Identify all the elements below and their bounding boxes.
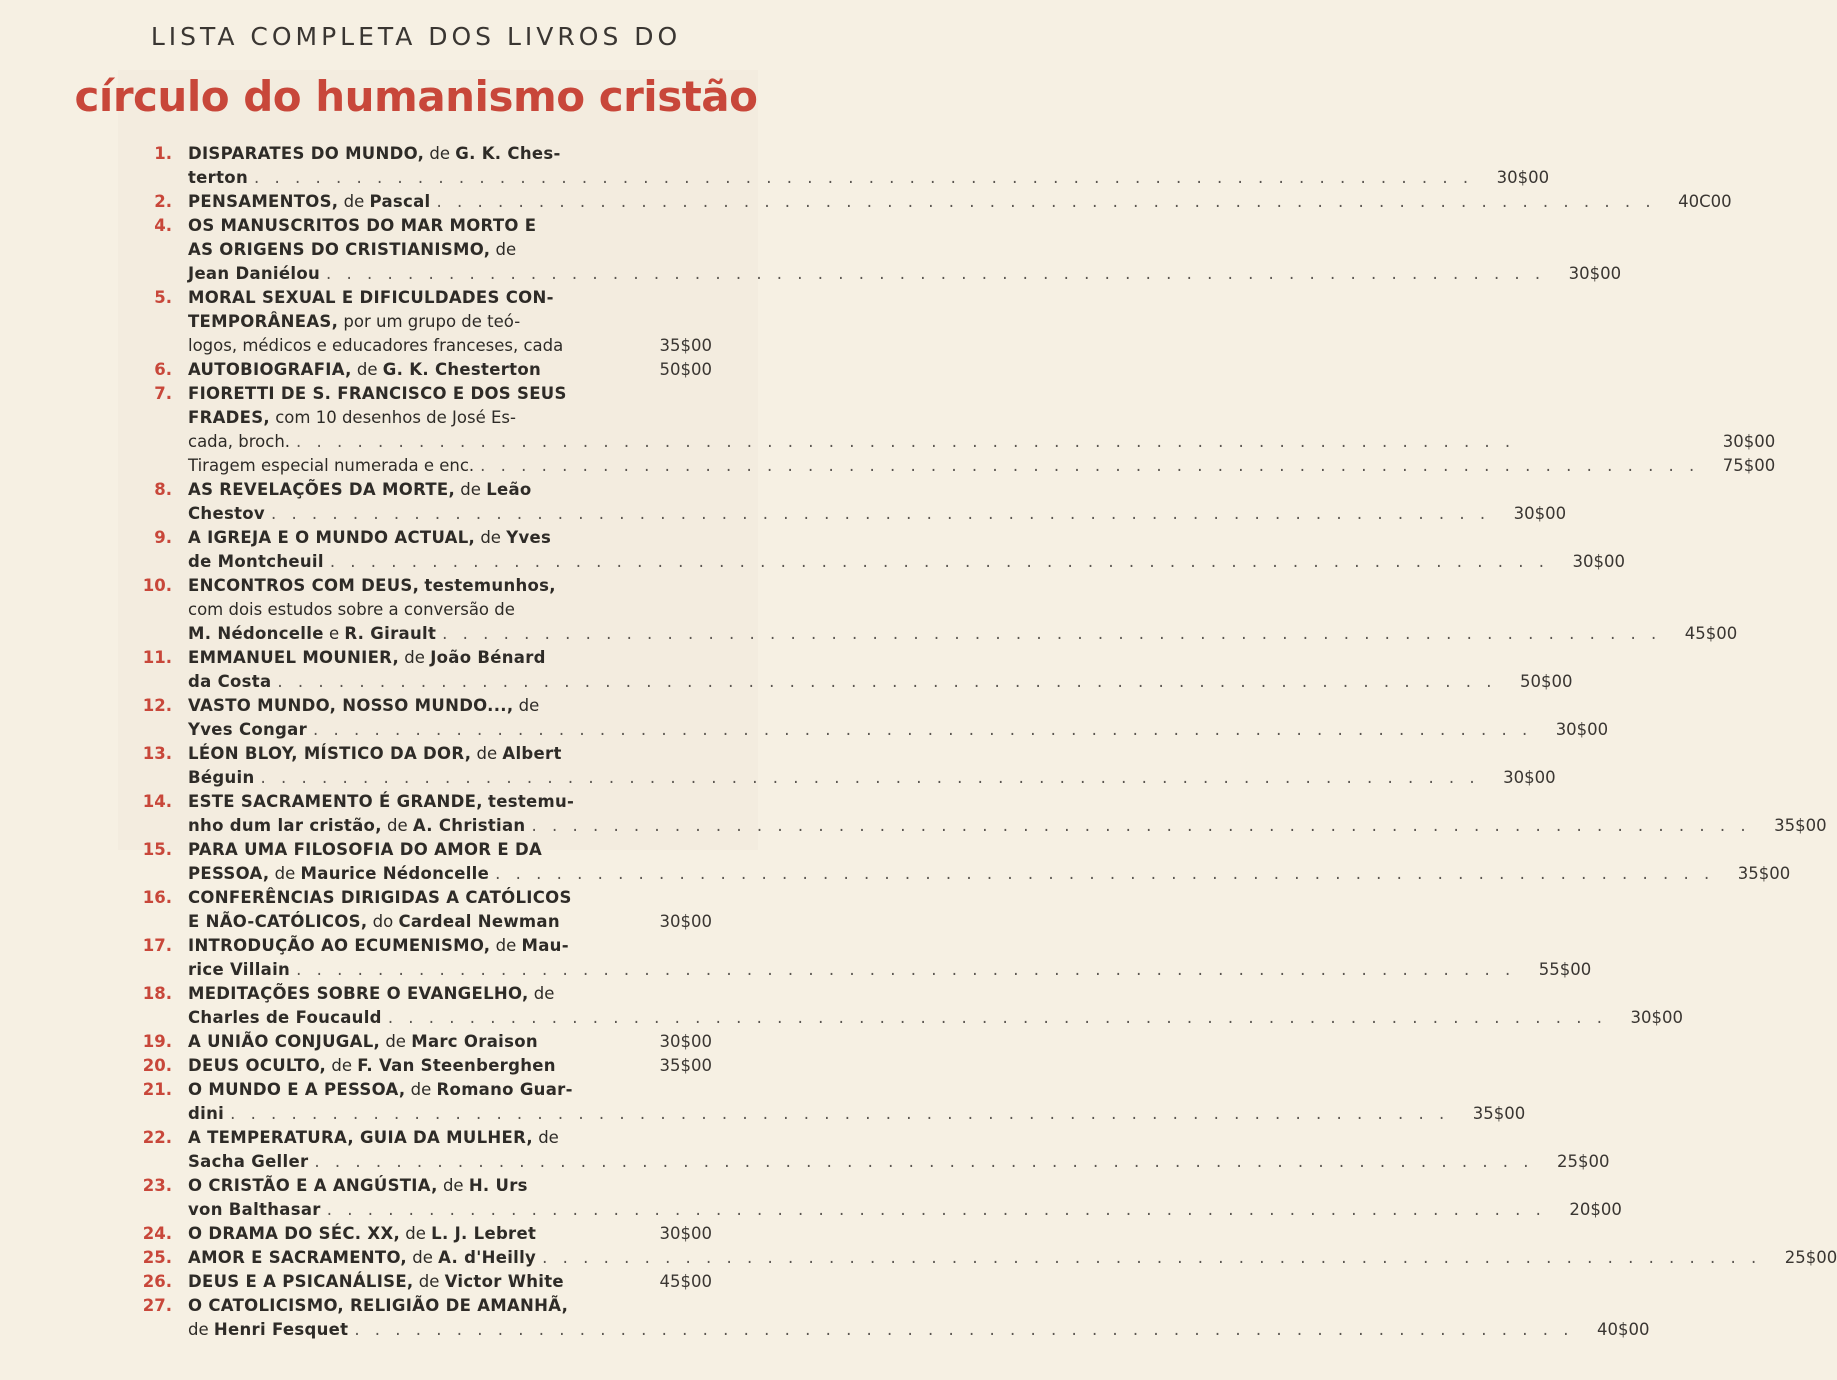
entry-line [188,910,712,934]
bold-text: L. J. Lebret [431,1224,537,1243]
entry-number: 19. [142,1032,172,1051]
entry-number: 8. [154,480,172,499]
bold-text: nho dum lar cristão, [188,816,382,835]
entry-line [188,406,1775,430]
entry-number: 10. [142,576,172,595]
entry-text [188,1174,1622,1222]
price: 35$00 [1737,864,1791,883]
bold-text: Pascal [369,192,431,211]
entry-line [188,430,1775,454]
dot-leader: . . . . . . . . . . . . . . . . . . . . . . . . . . . . . . . . . . . . . . . . . . . . . . . . . . . . . . . . . . . . [254,168,1474,187]
price: 30$00 [1503,768,1556,787]
bold-text: von Balthasar [188,1200,321,1219]
price: 50$00 [1520,672,1573,691]
bold-text: Sacha Geller [188,1152,309,1171]
regular-text: com 10 desenhos de José Es- [269,408,516,427]
bold-text: Yves Congar [188,720,308,739]
bold-text: Chestov [188,504,265,523]
entry-line [188,1174,1622,1198]
entry-line [188,1270,712,1294]
entry-text [188,1126,1610,1174]
bold-text: rice Villain [188,960,291,979]
book-entry [132,142,1550,190]
bold-text: LÉON BLOY, MÍSTICO DA DOR, [188,744,472,763]
regular-text: cada, broch. [188,432,291,451]
bold-text: Béguin [188,768,255,787]
regular-text: de [471,744,503,763]
price: 30$00 [659,1032,712,1051]
regular-text: de [399,648,431,667]
book-entry [132,358,712,382]
dot-leader: . . . . . . . . . . . . . . . . . . . . . . . . . . . . . . . . . . . . . . . . . . . . . . . . . . . . . . . . . . . . [260,768,1480,787]
bold-text: ENCONTROS COM DEUS, [188,576,420,595]
bold-text: da Costa [188,672,272,691]
bold-text: Leão [486,480,532,499]
bold-text: OS MANUSCRITOS DO MAR MORTO E [188,216,537,235]
book-entry [132,382,1776,478]
entry-number: 9. [154,528,172,547]
entry-line [188,1318,1649,1342]
entry-number: 11. [142,648,172,667]
entry-line [188,742,1556,766]
entry-line [188,790,1827,814]
price: 55$00 [1538,960,1592,979]
book-entry [132,1294,1650,1342]
bold-text: dini [188,1104,225,1123]
regular-text: de [455,480,487,499]
bold-text: A IGREJA E O MUNDO ACTUAL, [188,528,476,547]
bold-text: MEDITAÇÕES SOBRE O EVANGELHO, [188,984,529,1003]
price: 25$00 [1557,1152,1610,1171]
bold-text: TEMPORÂNEAS, [188,312,339,331]
price: 25$00 [1784,1248,1837,1267]
entry-text [188,790,1827,838]
entry-number: 24. [142,1224,172,1243]
book-entry [132,1078,1526,1126]
bold-text: João Bénard [430,648,546,667]
bold-text: ESTE SACRAMENTO É GRANDE, [188,792,483,811]
bold-text: Jean Daniélou [188,264,321,283]
entry-number: 20. [142,1056,172,1075]
bold-text: Cardeal Newman [398,912,560,931]
bold-text: A. d'Heilly [438,1248,537,1267]
bold-text: AMOR E SACRAMENTO, [188,1248,408,1267]
entry-line [188,934,1591,958]
regular-text: de [532,1128,559,1147]
regular-text: de [490,936,522,955]
regular-text: de [437,1176,469,1195]
entry-text [188,382,1775,478]
entry-number: 22. [142,1128,172,1147]
book-entry [132,934,1592,982]
regular-text: logos, médicos e educadores franceses, cada [188,336,564,355]
entry-line [188,718,1608,742]
dot-leader: . . . . . . . . . . . . . . . . . . . . . . . . . . . . . . . . . . . . . . . . . . . . . . . . . . . . . . . . . . . . [442,624,1662,643]
bold-text: testemunhos, [424,576,556,595]
regular-text: de [490,240,517,259]
entry-text [188,526,1625,574]
regular-text: do [367,912,399,931]
entry-line [188,958,1591,982]
entry-line [188,454,1775,478]
book-entry [132,1030,712,1054]
entry-line [188,1294,1649,1318]
bold-text: A UNIÃO CONJUGAL, [188,1032,381,1051]
entry-line [188,190,1732,214]
bold-text: O MUNDO E A PESSOA, [188,1080,406,1099]
dot-leader: . . . . . . . . . . . . . . . . . . . . . . . . . . . . . . . . . . . . . . . . . . . . . . . . . . . . . . . . . . . . [436,192,1656,211]
entry-text [188,694,1608,742]
bold-text: A TEMPERATURA, GUIA DA MULHER, [188,1128,533,1147]
price: 50$00 [659,360,712,379]
entry-number: 12. [142,696,172,715]
regular-text: de [400,1224,432,1243]
entry-line [188,382,1775,406]
entry-number: 15. [142,840,172,859]
entry-number: 18. [142,984,172,1003]
entry-number: 1. [154,144,172,163]
dot-leader: . . . . . . . . . . . . . . . . . . . . . . . . . . . . . . . . . . . . . . . . . . . . . . . . . . . . . . . . . . . . [230,1104,1450,1123]
regular-text: de [528,984,555,1003]
regular-text: com dois estudos sobre a conversão de [188,600,515,619]
bold-text: AS REVELAÇÕES DA MORTE, [188,480,456,499]
entry-line [188,838,1790,862]
entry-line [188,886,712,910]
regular-text: de [380,1032,412,1051]
bold-text: G. K. Ches- [455,144,561,163]
dot-leader: . . . . . . . . . . . . . . . . . . . . . . . . . . . . . . . . . . . . . . . . . . . . . . . . . . . . . . . . . . . . [387,1008,1607,1027]
entry-line [188,814,1827,838]
entry-text [188,982,1683,1030]
regular-text: de [407,1248,439,1267]
entry-line [188,286,712,310]
regular-text: de [513,696,540,715]
entry-line [188,358,712,382]
entry-text [188,190,1732,214]
entry-line [188,1198,1622,1222]
entry-number: 27. [142,1296,172,1315]
price: 40$00 [1596,1320,1650,1339]
price: 30$00 [659,912,712,931]
bold-text: Marc Oraison [411,1032,538,1051]
entry-number: 23. [142,1176,172,1195]
entry-text [188,142,1549,190]
entry-text [188,286,712,358]
bold-text: FRADES, [188,408,270,427]
entry-text [188,358,712,382]
entry-line [188,574,1737,598]
price: 30$00 [1630,1008,1683,1027]
dot-leader: . . . . . . . . . . . . . . . . . . . . . . . . . . . . . . . . . . . . . . . . . . . . . . . . . . . . . . . . . . . . [326,264,1546,283]
entry-line [188,646,1573,670]
entry-number: 5. [154,288,172,307]
bold-text: R. Girault [344,624,437,643]
entry-text [188,1294,1649,1342]
entry-line [188,622,1737,646]
entry-line [188,1102,1525,1126]
book-entry [132,190,1732,214]
book-entry [132,742,1556,790]
book-entry [132,1222,712,1246]
book-entry [132,478,1567,526]
entry-line [188,694,1608,718]
regular-text: de [269,864,301,883]
bold-text: A. Christian [412,816,526,835]
bold-text: PARA UMA FILOSOFIA DO AMOR E DA [188,840,543,859]
regular-text: e [323,624,345,643]
entry-line [188,1030,712,1054]
dot-leader: . . . . . . . . . . . . . . . . . . . . . . . . . . . . . . . . . . . . . . . . . . . . . . . . . . . . . . . . . . . . [270,504,1491,523]
bold-text: Henri Fesquet [213,1320,349,1339]
entry-text [188,742,1556,790]
bold-text: CONFERÊNCIAS DIRIGIDAS A CATÓLICOS [188,888,572,907]
bold-text: MORAL SEXUAL E DIFICULDADES CON- [188,288,554,307]
bold-text: M. Nédoncelle [188,624,324,643]
book-entry [132,886,712,934]
entry-line [188,526,1625,550]
entry-number: 7. [154,384,172,403]
book-entry [132,574,1738,646]
dot-leader: . . . . . . . . . . . . . . . . . . . . . . . . . . . . . . . . . . . . . . . . . . . . . . . . . . . . . . . . . . . . [329,552,1549,571]
dot-leader: . . . . . . . . . . . . . . . . . . . . . . . . . . . . . . . . . . . . . . . . . . . . . . . . . . . . . . . . . . . . [313,720,1533,739]
dot-leader: . . . . . . . . . . . . . . . . . . . . . . . . . . . . . . . . . . . . . . . . . . . . . . . . . . . . . . . . . . . . [277,672,1497,691]
dot-leader: . . . . . . . . . . . . . . . . . . . . . . . . . . . . . . . . . . . . . . . . . . . . . . . . . . . . . . . . . . . . [296,960,1516,979]
entry-text [188,478,1566,526]
entry-line [188,1126,1610,1150]
dot-leader: . . . . . . . . . . . . . . . . . . . . . . . . . . . . . . . . . . . . . . . . . . . . . . . . . . . . . . . . . . . . [354,1320,1574,1339]
entry-text [188,1222,712,1246]
entry-number: 26. [142,1272,172,1291]
dot-leader: . . . . . . . . . . . . . . . . . . . . . . . . . . . . . . . . . . . . . . . . . . . . . . . . . . . . . . . . . . . . [480,456,1700,475]
entry-text [188,838,1790,886]
entry-line [188,1222,712,1246]
entry-number: 4. [154,216,172,235]
bold-text: VASTO MUNDO, NOSSO MUNDO..., [188,696,514,715]
bold-text: Charles de Foucauld [188,1008,382,1027]
entry-number: 17. [142,936,172,955]
price: 30$00 [659,1224,712,1243]
regular-text: por um grupo de teó- [338,312,521,331]
entry-line [188,310,712,334]
price: 30$00 [1572,552,1625,571]
bold-text: Albert [502,744,562,763]
entry-line [188,238,1621,262]
entry-text [188,1270,712,1294]
bold-text: Victor White [444,1272,564,1291]
entry-text [188,574,1737,646]
bold-text: G. K. Chesterton [382,360,542,379]
regular-text: de [338,192,370,211]
regular-text: de [188,1320,214,1339]
entry-line [188,1150,1610,1174]
bold-text: Mau- [521,936,569,955]
price: 75$00 [1722,456,1776,475]
price: 30$00 [1722,432,1776,451]
price: 40C00 [1678,192,1732,211]
entry-number: 6. [154,360,172,379]
dot-leader: . . . . . . . . . . . . . . . . . . . . . . . . . . . . . . . . . . . . . . . . . . . . . . . . . . . . . . . . . . . . [495,864,1715,883]
entry-number: 14. [142,792,172,811]
entry-text [188,886,712,934]
entry-line [188,142,1549,166]
book-entry [132,286,712,358]
bold-text: F. Van Steenberghen [357,1056,556,1075]
bold-text: PESSOA, [188,864,270,883]
entry-line [188,1054,712,1078]
entry-line [188,670,1573,694]
book-entry [132,1246,1837,1270]
price: 35$00 [1774,816,1827,835]
regular-text: de [413,1272,445,1291]
book-entry [132,1054,712,1078]
bold-text: H. Urs [468,1176,528,1195]
dot-leader: . . . . . . . . . . . . . . . . . . . . . . . . . . . . . . . . . . . . . . . . . . . . . . . . . . . . . . . . . . . . [531,816,1751,835]
book-entry [132,838,1791,886]
bold-text: E NÃO-CATÓLICOS, [188,912,368,931]
entry-line [188,1246,1837,1270]
entry-line [188,214,1621,238]
book-entry [132,790,1827,838]
entry-line [188,598,1737,622]
price: 20$00 [1569,1200,1622,1219]
bold-text: testemu- [488,792,575,811]
price: 30$00 [1513,504,1567,523]
bold-text: O DRAMA DO SÉC. XX, [188,1224,401,1243]
regular-text: Tiragem especial numerada e enc. [188,456,475,475]
entry-text [188,646,1573,694]
entry-number: 25. [142,1248,172,1267]
entry-line [188,862,1790,886]
price: 30$00 [1496,168,1550,187]
dot-leader: . . . . . . . . . . . . . . . . . . . . . . . . . . . . . . . . . . . . . . . . . . . . . . . . . . . . . . . . . . . . [296,432,1516,451]
book-entry [132,214,1622,286]
bold-text: terton [188,168,248,187]
book-entry [132,982,1683,1030]
entry-line [188,262,1621,286]
regular-text: de [351,360,383,379]
entry-number: 13. [142,744,172,763]
entry-number: 2. [154,192,172,211]
price: 45$00 [659,1272,712,1291]
regular-text: de [475,528,507,547]
bold-text: Yves [506,528,552,547]
entry-line [188,334,712,358]
series-title: círculo do humanismo cristão [74,72,758,121]
entry-line [188,502,1566,526]
entry-line [188,550,1625,574]
entry-number: 21. [142,1080,172,1099]
book-entry [132,646,1573,694]
list-heading: LISTA COMPLETA DOS LIVROS DO [150,22,682,51]
book-entry [132,1270,712,1294]
bold-text: PENSAMENTOS, [188,192,339,211]
price: 45$00 [1684,624,1738,643]
regular-text: de [424,144,456,163]
dot-leader: . . . . . . . . . . . . . . . . . . . . . . . . . . . . . . . . . . . . . . . . . . . . . . . . . . . . . . . . . . . . [326,1200,1546,1219]
bold-text: DEUS E A PSICANÁLISE, [188,1272,414,1291]
entry-line [188,1006,1683,1030]
bold-text: O CATOLICISMO, RELIGIÃO DE AMANHÃ, [188,1296,569,1315]
bold-text: O CRISTÃO E A ANGÚSTIA, [188,1176,438,1195]
price: 30$00 [1555,720,1609,739]
bold-text: AUTOBIOGRAFIA, [188,360,352,379]
book-entry [132,694,1609,742]
dot-leader: . . . . . . . . . . . . . . . . . . . . . . . . . . . . . . . . . . . . . . . . . . . . . . . . . . . . . . . . . . . . [542,1248,1762,1267]
entry-text [188,934,1591,982]
price: 35$00 [1472,1104,1526,1123]
book-entry [132,1126,1610,1174]
book-list [132,142,1837,1342]
entry-text [188,1030,712,1054]
regular-text: de [405,1080,437,1099]
bold-text: Romano Guar- [436,1080,573,1099]
entry-text [188,1054,712,1078]
entry-line [188,478,1566,502]
entry-line [188,166,1549,190]
regular-text: de [326,1056,358,1075]
entry-number: 16. [142,888,172,907]
bold-text: FIORETTI DE S. FRANCISCO E DOS SEUS [188,384,567,403]
dot-leader: . . . . . . . . . . . . . . . . . . . . . . . . . . . . . . . . . . . . . . . . . . . . . . . . . . . . . . . . . . . . [314,1152,1534,1171]
price: 35$00 [659,1056,712,1075]
regular-text: de [381,816,413,835]
bold-text: DISPARATES DO MUNDO, [188,144,425,163]
entry-text [188,214,1621,286]
bold-text: Maurice Nédoncelle [300,864,490,883]
bold-text: DEUS OCULTO, [188,1056,327,1075]
bold-text: INTRODUÇÃO AO ECUMENISMO, [188,936,491,955]
book-entry [132,1174,1622,1222]
price: 30$00 [1568,264,1622,283]
price: 35$00 [659,336,712,355]
entry-line [188,766,1556,790]
entry-line [188,982,1683,1006]
bold-text: EMMANUEL MOUNIER, [188,648,400,667]
bold-text: de Montcheuil [188,552,324,571]
bold-text: AS ORIGENS DO CRISTIANISMO, [188,240,491,259]
entry-text [188,1246,1837,1270]
entry-line [188,1078,1525,1102]
book-entry [132,526,1625,574]
entry-text [188,1078,1525,1126]
